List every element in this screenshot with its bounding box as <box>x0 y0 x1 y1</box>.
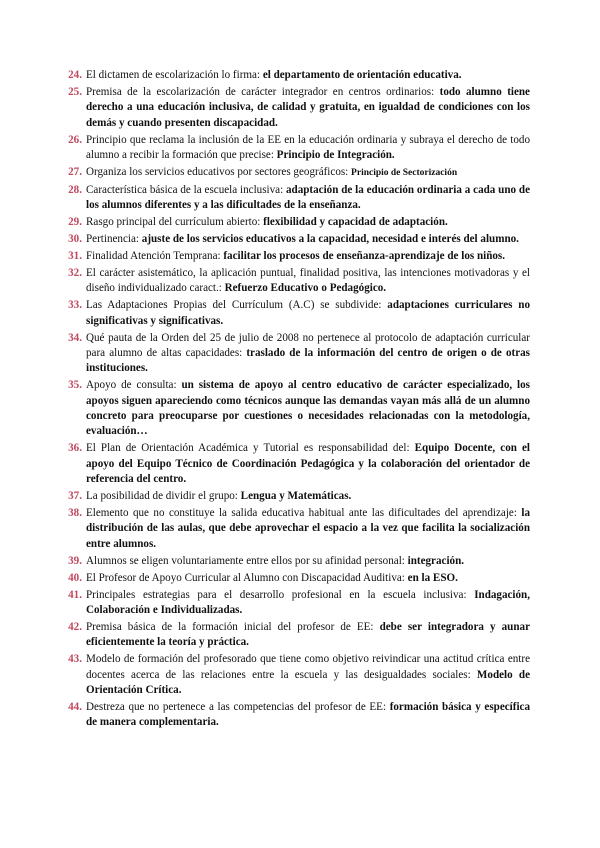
list-item-31 <box>68 249 530 264</box>
item-number: 25. <box>68 85 82 98</box>
item-question: Qué pauta de la Orden del 25 de julio de 2008 no pertenece al protocolo de adaptación curricular para alumno de altas capacidades: <box>86 331 530 359</box>
item-answer: Principio de Sectorización <box>351 167 458 178</box>
item-question: Elemento que no constituye la salida educativa habitual ante las dificultades del aprendizaje: <box>86 506 522 519</box>
item-question: Destreza que no pertenece a las competencias del profesor de EE: <box>86 700 390 713</box>
item-answer: la distribución de las aulas, que debe aprovechar el espacio a la vez que facilita la socialización entre alumnos. <box>86 506 530 550</box>
item-answer: traslado de la información del centro de origen o de otras instituciones. <box>86 346 530 375</box>
item-number: 32. <box>68 266 82 279</box>
item-number: 24. <box>68 69 82 81</box>
list-item-41 <box>68 588 530 619</box>
item-answer: ajuste de los servicios educativos a la capacidad, necesidad e interés del alumno. <box>141 233 519 246</box>
item-answer: el departamento de orientación educativa. <box>262 69 462 81</box>
item-question: El Plan de Orientación Académica y Tutorial es responsabilidad del: <box>86 442 415 455</box>
item-answer: adaptación de la educación ordinaria a cada uno de los alumnos diferentes y a las dificultades de la enseñanza. <box>86 183 530 212</box>
item-question: Principio que reclama la inclusión de la EE en la educación ordinaria y subraya el derecho de todo alumno a recibir la formación que precise: <box>86 133 530 162</box>
item-number: 39. <box>68 554 82 567</box>
list-item-35 <box>68 378 530 440</box>
item-answer: facilitar los procesos de enseñanza-aprendizaje de los niños. <box>223 249 506 262</box>
item-question: El carácter asistemático, la aplicación puntual, finalidad positiva, las intenciones motivadoras y el diseño individualizado caract.: <box>86 266 530 295</box>
item-number: 30. <box>68 233 82 246</box>
item-number: 42. <box>68 620 82 633</box>
item-number: 36. <box>68 442 82 455</box>
item-number: 43. <box>68 653 82 666</box>
item-answer: integración. <box>407 554 465 567</box>
list-item-28 <box>68 183 530 214</box>
list-item-27 <box>68 165 530 181</box>
list-item-30 <box>68 232 530 247</box>
list-item-26 <box>68 133 530 164</box>
item-number: 37. <box>68 490 82 503</box>
item-question: Las Adaptaciones Propias del Currículum (A.C) se subdivide: <box>86 299 388 312</box>
item-answer: Principio de Integración. <box>276 149 395 162</box>
item-question: Pertinencia: <box>86 233 142 246</box>
item-answer: un sistema de apoyo al centro educativo de carácter especializado, los apoyos siguen apareciendo como técnicos aunque las demandas vayan más allá de un alumno concreto para preocuparse por cuestiones o necesidades relacionadas con la metodología, evaluación… <box>86 379 530 438</box>
item-number: 34. <box>68 331 82 344</box>
list-item-44 <box>68 700 531 731</box>
item-question: El Profesor de Apoyo Curricular al Alumno con Discapacidad Auditiva: <box>86 571 408 584</box>
item-answer: adaptaciones curriculares no significativas y significativas. <box>86 299 530 327</box>
item-number: 44. <box>68 700 82 713</box>
item-question: El dictamen de escolarización lo firma: <box>86 69 263 81</box>
item-question: Modelo de formación del profesorado que tiene como objetivo reivindicar una actitud crítica entre docentes acerca de las relaciones entre la escuela y las desigualdades sociales: <box>86 653 530 681</box>
item-question: Apoyo de consulta: <box>86 379 182 392</box>
list-item-34 <box>68 331 530 377</box>
item-number: 38. <box>68 506 82 519</box>
item-answer: Equipo Docente, con el apoyo del Equipo Técnico de Coordinación Pedagógica y la colaboración del orientador de referencia del centro. <box>86 442 530 486</box>
item-answer: flexibilidad y capacidad de adaptación. <box>263 216 448 229</box>
item-answer: Refuerzo Educativo o Pedagógico. <box>224 282 387 295</box>
item-answer: Lengua y Matemáticas. <box>240 490 352 503</box>
list-item-38 <box>68 506 530 552</box>
item-number: 27. <box>68 165 82 178</box>
list-item-43 <box>68 652 530 698</box>
item-answer: en la ESO. <box>407 571 458 584</box>
list-item-42 <box>68 620 530 651</box>
item-number: 28. <box>68 183 82 196</box>
item-question: Rasgo principal del currículum abierto: <box>86 216 264 229</box>
item-question: Premisa de la escolarización de carácter integrador en centros ordinarios: <box>86 85 440 98</box>
item-question: Característica básica de la escuela inclusiva: <box>86 183 286 196</box>
list-item-37 <box>68 489 530 504</box>
list-item-40 <box>68 571 530 586</box>
item-answer: formación básica y específica de manera complementaria. <box>86 700 531 729</box>
item-question: Organiza los servicios educativos por sectores geográficos: <box>86 165 352 178</box>
item-number: 26. <box>68 133 82 146</box>
list-item-32 <box>68 266 530 297</box>
item-answer: debe ser integradora y aunar eficientemente la teoría y práctica. <box>86 620 530 649</box>
item-answer: Indagación, Colaboración e Individualizadas. <box>86 588 530 616</box>
list-item-36 <box>68 441 530 487</box>
list-item-33 <box>68 298 530 329</box>
list-item-29 <box>68 215 530 230</box>
item-number: 29. <box>68 216 82 229</box>
item-question: Premisa básica de la formación inicial del profesor de EE: <box>86 620 380 633</box>
item-question: La posibilidad de dividir el grupo: <box>86 490 241 503</box>
list-item-39 <box>68 554 530 569</box>
item-answer: Modelo de Orientación Crítica. <box>86 668 530 696</box>
list-item-25 <box>68 85 530 131</box>
item-number: 33. <box>68 299 82 312</box>
item-number: 41. <box>68 588 82 601</box>
question-list <box>68 68 531 731</box>
item-question: Alumnos se eligen voluntariamente entre ellos por su afinidad personal: <box>86 554 408 567</box>
item-number: 31. <box>68 249 82 262</box>
item-question: Finalidad Atención Temprana: <box>86 249 224 262</box>
item-answer: todo alumno tiene derecho a una educación inclusiva, de calidad y gratuita, en igualdad de condiciones con los demás y cuando presenten discapacidad. <box>86 85 530 129</box>
item-number: 35. <box>68 379 82 392</box>
list-item-24 <box>68 68 530 83</box>
item-question: Principales estrategias para el desarrollo profesional en la escuela inclusiva: <box>86 588 475 601</box>
item-number: 40. <box>68 571 82 584</box>
